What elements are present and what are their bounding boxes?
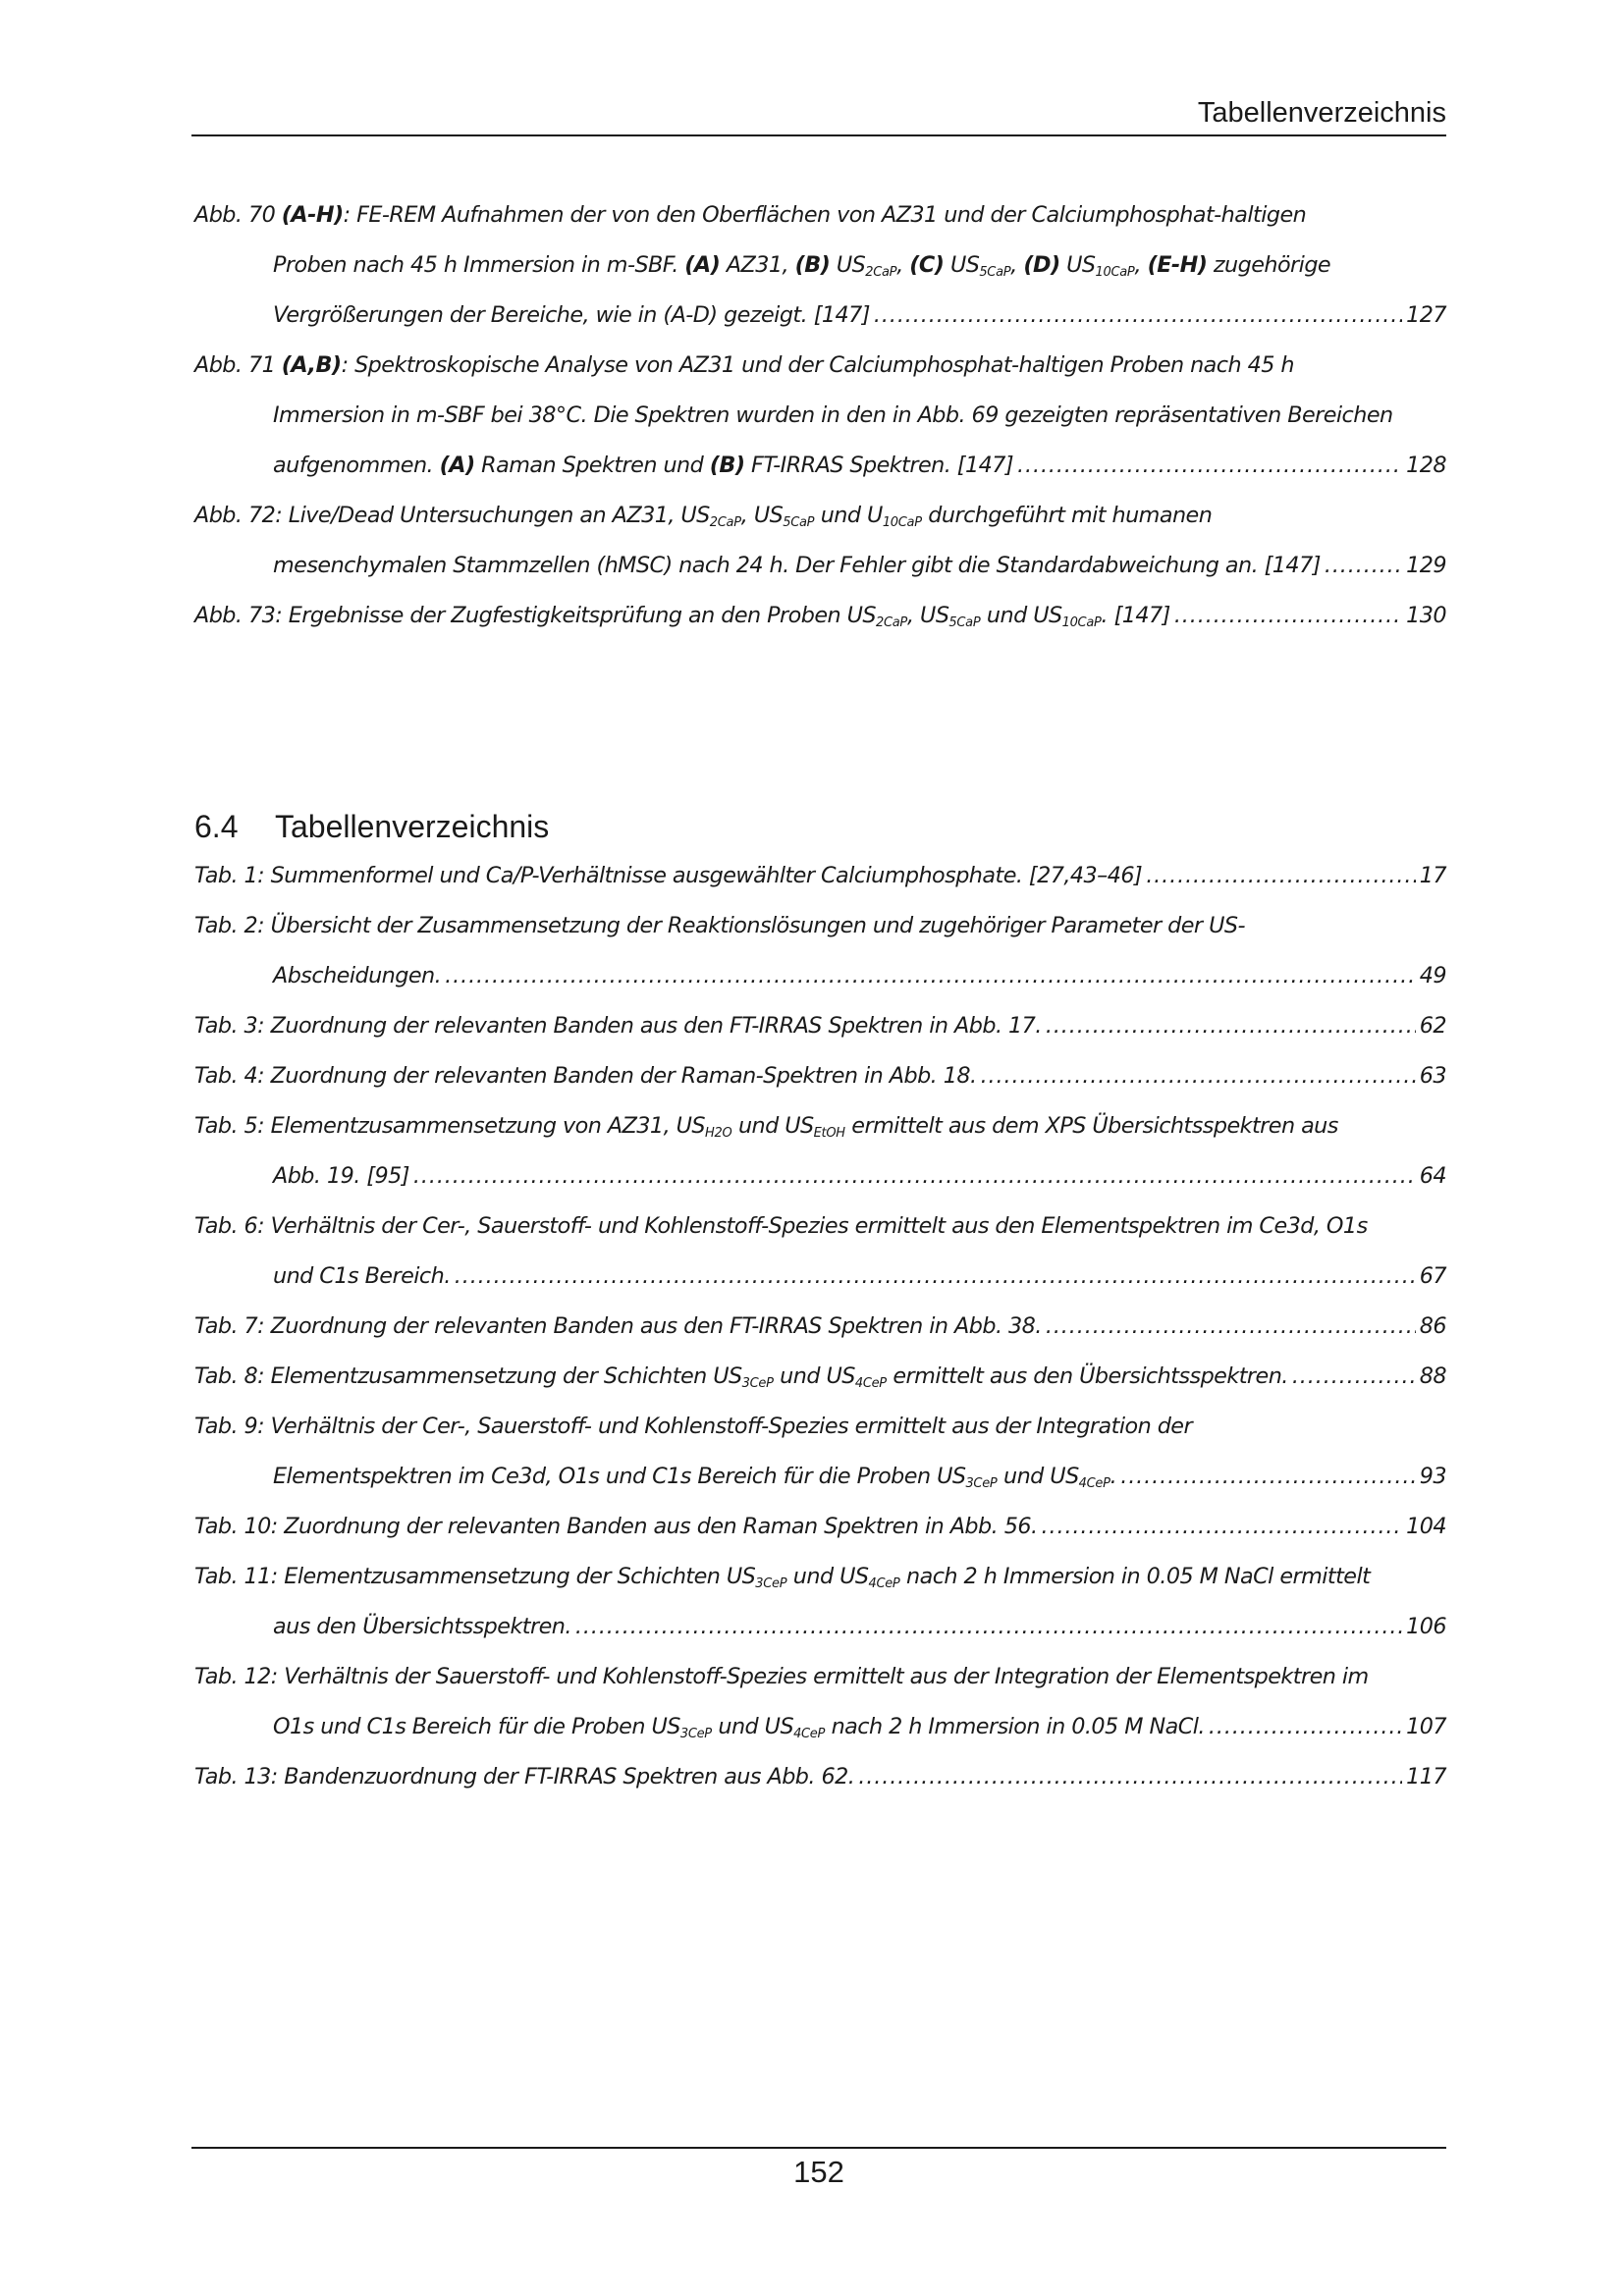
toc-entry-tab-7[interactable]	[194, 1302, 1446, 1352]
entry-line: Tab. 6: Verhältnis der Cer-, Sauerstoff- und Kohlenstoff-Spezies ermittelt aus den Elementspektren im Ce3d, O1s	[194, 1213, 1368, 1239]
toc-entry-tab-12[interactable]	[194, 1652, 1446, 1752]
entry-line-leader: Abb. 73: Ergebnisse der Zugfestigkeitsprüfung an den Proben $US_{2CaP}$, $US_{5CaP}$ und $US_{10CaP}$. [147] . . . 130	[194, 591, 1446, 641]
entry-line: Immersion in m-SBF bei 38°C. Die Spektren wurden in den in Abb. 69 gezeigten repräsentativen Bereichen	[273, 402, 1393, 428]
page-reference[interactable]: 117	[1406, 1764, 1446, 1789]
toc-entry-tab-8[interactable]	[194, 1352, 1446, 1402]
entry-line: Abb. 70 (A-H): FE-REM Aufnahmen der von den Oberflächen von AZ31 und der Calciumphosphat-haltigen	[194, 202, 1307, 228]
page-number: 152	[793, 2155, 844, 2189]
page-reference[interactable]: 93	[1419, 1464, 1446, 1489]
entry-line: Tab. 12: Verhältnis der Sauerstoff- und Kohlenstoff-Spezies ermittelt aus der Integration der Elementspektren im	[194, 1664, 1369, 1689]
section-number: 6.4	[194, 809, 239, 844]
entry-line: Proben nach 45 h Immersion in m-SBF. (A) AZ31, (B) $US_{2CaP}$, (C) $US_{5CaP}$, (D) $US_{10CaP}$, (E-H) zugehörige	[273, 252, 1331, 280]
dot-leader	[1046, 1001, 1416, 1051]
dot-leader	[874, 291, 1402, 341]
entry-line-leader: Abb. 19. [95] . . . 64	[194, 1151, 1446, 1201]
toc-entry-abb-70[interactable]	[194, 190, 1446, 341]
entry-line: Tab. 11: Elementzusammensetzung der Schichten $US_{3CeP}$ und $US_{4CeP}$ nach 2 h Immersion in 0.05 M NaCl ermittelt	[194, 1564, 1371, 1591]
entry-line-leader: Tab. 13: Bandenzuordnung der FT-IRRAS Spektren aus Abb. 62. . . . 117	[194, 1752, 1446, 1802]
toc-entry-abb-71[interactable]	[194, 341, 1446, 491]
entry-line: Abb. 71 (A,B): Spektroskopische Analyse von AZ31 und der Calciumphosphat-haltigen Proben nach 45 h	[194, 352, 1295, 378]
toc-entry-tab-11[interactable]	[194, 1552, 1446, 1652]
entry-line-leader: Tab. 3: Zuordnung der relevanten Banden aus den FT-IRRAS Spektren in Abb. 17. . . . 62	[194, 1001, 1446, 1051]
entry-line-leader: und C1s Bereich. . . . 67	[194, 1252, 1446, 1302]
dot-leader	[1174, 591, 1402, 641]
dot-leader	[575, 1602, 1402, 1652]
page-reference[interactable]: 64	[1419, 1163, 1446, 1189]
entry-line-leader: Abscheidungen. . . . 49	[194, 951, 1446, 1001]
toc-entry-tab-5[interactable]	[194, 1101, 1446, 1201]
dot-leader	[1209, 1702, 1402, 1752]
entry-line-leader: aufgenommen. (A) Raman Spektren und (B) FT-IRRAS Spektren. [147] . . . 128	[194, 441, 1446, 491]
table-list	[194, 851, 1446, 1802]
page-reference[interactable]: 67	[1419, 1263, 1446, 1289]
dot-leader	[1120, 1452, 1416, 1502]
toc-entry-tab-2[interactable]	[194, 901, 1446, 1001]
page-reference[interactable]: 49	[1419, 963, 1446, 988]
page-reference[interactable]: 86	[1419, 1313, 1446, 1339]
toc-entry-tab-1[interactable]	[194, 851, 1446, 901]
page-reference[interactable]: 107	[1406, 1714, 1446, 1739]
dot-leader	[1017, 441, 1402, 491]
dot-leader	[1146, 851, 1416, 901]
section-title: Tabellenverzeichnis	[275, 809, 550, 844]
section-heading	[194, 807, 549, 846]
dot-leader	[858, 1752, 1402, 1802]
toc-entry-abb-72[interactable]	[194, 491, 1446, 591]
toc-entry-tab-9[interactable]	[194, 1402, 1446, 1502]
page-reference[interactable]: 106	[1406, 1614, 1446, 1639]
entry-line-leader: mesenchymalen Stammzellen (hMSC) nach 24 h. Der Fehler gibt die Standardabweichung an. [147] . . . 129	[194, 541, 1446, 591]
page-reference[interactable]: 128	[1406, 453, 1446, 478]
dot-leader	[1042, 1502, 1403, 1552]
page-reference[interactable]: 62	[1419, 1013, 1446, 1039]
page-reference[interactable]: 130	[1406, 603, 1446, 628]
dot-leader	[413, 1151, 1416, 1201]
entry-line-leader: aus den Übersichtsspektren. . . . 106	[194, 1602, 1446, 1652]
entry-line-leader: O1s und C1s Bereich für die Proben $US_{3CeP}$ und $US_{4CeP}$ nach 2 h Immersion in 0.05 M NaCl. . . . 107	[194, 1702, 1446, 1752]
toc-entry-tab-3[interactable]	[194, 1001, 1446, 1051]
entry-line-leader: Tab. 7: Zuordnung der relevanten Banden aus den FT-IRRAS Spektren in Abb. 38. . . . 86	[194, 1302, 1446, 1352]
footer-rule	[191, 2147, 1446, 2149]
page-reference[interactable]: 127	[1406, 302, 1446, 328]
dot-leader	[1046, 1302, 1416, 1352]
page-reference[interactable]: 104	[1406, 1514, 1446, 1539]
toc-entry-tab-10[interactable]	[194, 1502, 1446, 1552]
header-rule	[191, 134, 1446, 136]
entry-line-leader: Vergrößerungen der Bereiche, wie in (A-D) gezeigt. [147] . . . 127	[194, 291, 1446, 341]
entry-line: Abb. 72: Live/Dead Untersuchungen an AZ31, $US_{2CaP}$, $US_{5CaP}$ und $U_{10CaP}$ durchgeführt mit humanen	[194, 503, 1213, 530]
entry-line-leader: Elementspektren im Ce3d, O1s und C1s Bereich für die Proben $US_{3CeP}$ und $US_{4CeP}$. . . . 93	[194, 1452, 1446, 1502]
entry-line: Tab. 5: Elementzusammensetzung von AZ31, $US_{H2O}$ und $US_{EtOH}$ ermittelt aus dem XPS Übersichtsspektren aus	[194, 1113, 1338, 1141]
toc-entry-tab-13[interactable]	[194, 1752, 1446, 1802]
page-reference[interactable]: 17	[1419, 863, 1446, 888]
figure-list	[194, 190, 1446, 641]
entry-line-leader: Tab. 1: Summenformel und Ca/P-Verhältnisse ausgewählter Calciumphosphate. [27,43–46] . . . 17	[194, 851, 1446, 901]
entry-line-leader: Tab. 10: Zuordnung der relevanten Banden aus den Raman Spektren in Abb. 56. . . . 104	[194, 1502, 1446, 1552]
page-reference[interactable]: 63	[1419, 1063, 1446, 1089]
toc-entry-tab-4[interactable]	[194, 1051, 1446, 1101]
toc-entry-tab-6[interactable]	[194, 1201, 1446, 1302]
dot-leader	[981, 1051, 1416, 1101]
entry-line: Tab. 9: Verhältnis der Cer-, Sauerstoff- und Kohlenstoff-Spezies ermittelt aus der Integration der	[194, 1414, 1193, 1439]
page-reference[interactable]: 129	[1406, 553, 1446, 578]
running-header: Tabellenverzeichnis	[1197, 97, 1446, 129]
dot-leader	[1292, 1352, 1416, 1402]
dot-leader	[455, 1252, 1416, 1302]
dot-leader	[1325, 541, 1402, 591]
toc-entry-abb-73[interactable]	[194, 591, 1446, 641]
dot-leader	[445, 951, 1416, 1001]
entry-line-leader: Tab. 8: Elementzusammensetzung der Schichten $US_{3CeP}$ und $US_{4CeP}$ ermittelt aus den Übersichtsspektren. . . . 88	[194, 1352, 1446, 1402]
entry-line: Tab. 2: Übersicht der Zusammensetzung der Reaktionslösungen und zugehöriger Parameter der US-	[194, 913, 1245, 938]
entry-line-leader: Tab. 4: Zuordnung der relevanten Banden der Raman-Spektren in Abb. 18. . . . 63	[194, 1051, 1446, 1101]
page-reference[interactable]: 88	[1419, 1363, 1446, 1389]
